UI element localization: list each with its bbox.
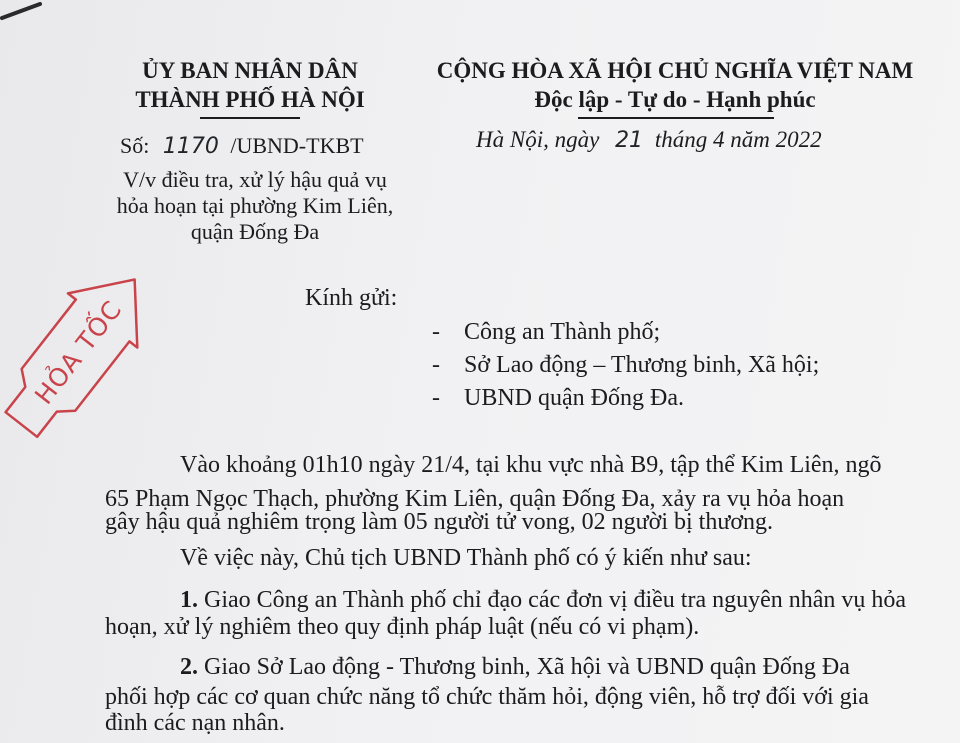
body-item2-line2: phối hợp các cơ quan chức năng tổ chức thăm hỏi, động viên, hỗ trợ đối với gia — [105, 684, 869, 710]
nation-title: CỘNG HÒA XÃ HỘI CHỦ NGHĨA VIỆT NAM — [436, 58, 914, 83]
pen-mark — [0, 0, 60, 30]
recipient-text: UBND quận Đống Đa. — [464, 385, 684, 411]
recipient-dash: - — [432, 352, 440, 378]
recipient-text: Sở Lao động – Thương binh, Xã hội; — [464, 352, 820, 378]
recipient-item — [432, 349, 819, 382]
urgent-stamp — [0, 260, 200, 460]
recipient-list — [432, 316, 819, 415]
item2-text: Giao Sở Lao động - Thương binh, Xã hội và UBND quận Đống Đa — [204, 654, 850, 680]
number-prefix: Số: — [120, 133, 150, 158]
stamp-text: HỎA TỐC — [29, 294, 128, 410]
recipient-text: Công an Thành phố; — [464, 319, 661, 345]
recipient-item — [432, 316, 819, 349]
body-para1-line3: gây hậu quả nghiêm trọng làm 05 người tử vong, 02 người bị thương. — [105, 509, 774, 535]
body-para1-line2: 65 Phạm Ngọc Thạch, phường Kim Liên, quận Đống Đa, xảy ra vụ hỏa hoạn — [105, 486, 845, 512]
subject-line1: V/v điều tra, xử lý hậu quả vụ — [123, 167, 387, 192]
recipient-dash: - — [432, 385, 440, 411]
date-suffix: tháng 4 năm 2022 — [654, 127, 822, 152]
body-item2-line1 — [180, 650, 850, 684]
subject-line3: quận Đống Đa — [190, 219, 320, 244]
item2-number: 2. — [180, 654, 198, 680]
recipient-dash: - — [432, 319, 440, 345]
agency-underline — [200, 117, 300, 119]
item1-number: 1. — [180, 587, 198, 613]
body-para1-line1: Vào khoảng 01h10 ngày 21/4, tại khu vực nhà B9, tập thể Kim Liên, ngõ — [180, 452, 882, 478]
number-suffix: /UBND-TKBT — [230, 133, 364, 158]
body-item2-line3: đình các nạn nhân. — [105, 710, 285, 736]
body-para2: Về việc này, Chủ tịch UBND Thành phố có ý kiến như sau: — [180, 545, 752, 571]
recipient-item — [432, 382, 819, 415]
motto-underline — [578, 117, 774, 119]
document-number — [120, 133, 364, 159]
agency-name-line1: ỦY BAN NHÂN DÂN — [142, 58, 358, 83]
subject-line2: hỏa hoạn tại phường Kim Liên, — [116, 193, 394, 218]
item1-text: Giao Công an Thành phố chỉ đạo các đơn vị điều tra nguyên nhân vụ hỏa — [204, 587, 907, 613]
body-item1-line2: hoạn, xử lý nghiêm theo quy định pháp luật (nếu có vi phạm). — [105, 614, 700, 640]
agency-name-line2: THÀNH PHỐ HÀ NỘI — [135, 87, 365, 112]
nation-motto: Độc lập - Tự do - Hạnh phúc — [534, 87, 816, 112]
number-handwritten: 1170 — [162, 134, 219, 159]
greeting: Kính gửi: — [305, 285, 398, 311]
date-day-handwritten: 21 — [615, 128, 644, 153]
document-date — [476, 127, 822, 153]
date-prefix: Hà Nội, ngày — [476, 127, 600, 152]
